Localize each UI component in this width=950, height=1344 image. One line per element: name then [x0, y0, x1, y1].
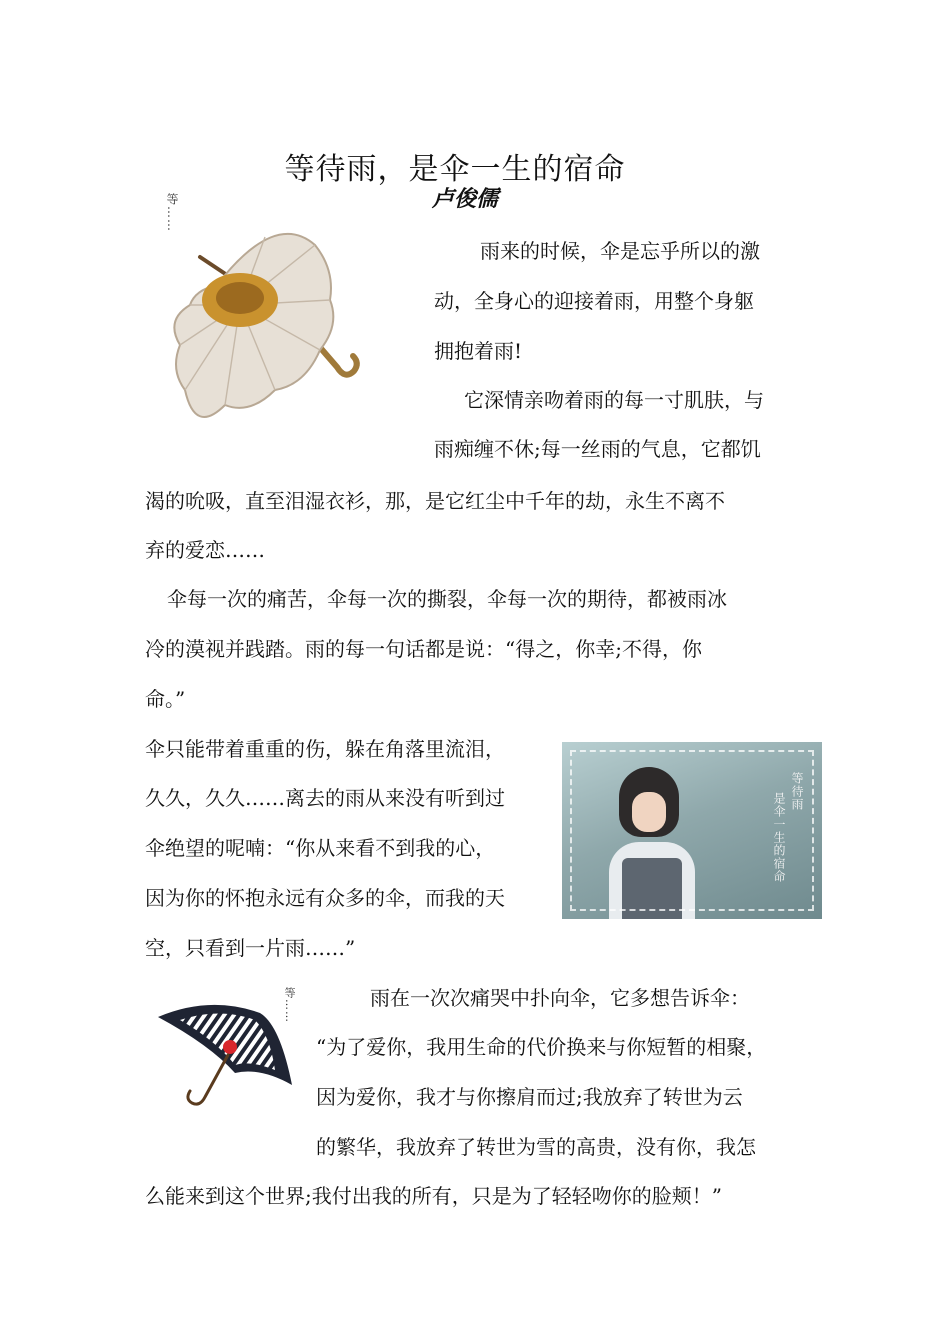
umbrella-image-caption: 等…… — [165, 193, 179, 232]
body-line-3: 拥抱着雨! — [434, 339, 523, 363]
body-line-4: 它深情亲吻着雨的每一寸肌肤，与 — [464, 388, 764, 412]
author-name: 卢俊儒 — [432, 187, 499, 212]
body-line-5: 雨痴缠不休;每一丝雨的气息，它都饥 — [434, 437, 761, 461]
body-line-13: 伞绝望的呢喃：“你从来看不到我的心， — [145, 836, 496, 860]
body-line-16: 雨在一次次痛哭中扑向伞，它多想告诉伞： — [370, 986, 750, 1010]
body-line-14: 因为你的怀抱永远有众多的伞，而我的天 — [145, 886, 505, 910]
body-line-10: 命。” — [145, 687, 186, 711]
body-line-18: 因为爱你，我才与你擦肩而过;我放弃了转世为云 — [316, 1085, 743, 1109]
body-line-15: 空，只看到一片雨……” — [145, 936, 356, 960]
body-line-1: 雨来的时候，伞是忘乎所以的激 — [480, 239, 760, 263]
photo-caption-line1: 等待雨 — [790, 772, 804, 811]
umbrella2-caption: 等…… — [283, 987, 296, 1023]
body-line-17: “为了爱你，我用生命的代价换来与你短暂的相聚， — [316, 1035, 767, 1059]
photo-caption-line2: 是伞一生的宿命 — [772, 792, 786, 883]
striped-umbrella-image — [150, 985, 310, 1115]
daisy-umbrella-image — [155, 185, 375, 445]
body-line-9: 冷的漠视并践踏。雨的每一句话都是说：“得之，你幸;不得，你 — [145, 637, 702, 661]
body-line-8: 伞每一次的痛苦，伞每一次的撕裂，伞每一次的期待，都被雨冰 — [167, 587, 727, 611]
page-title: 等待雨，是伞一生的宿命 — [284, 152, 626, 188]
body-line-19: 的繁华，我放弃了转世为雪的高贵，没有你，我怎 — [316, 1135, 756, 1159]
body-line-11: 伞只能带着重重的伤，躲在角落里流泪， — [145, 737, 505, 761]
body-line-12: 久久，久久……离去的雨从来没有听到过 — [145, 786, 505, 810]
body-line-6: 渴的吮吸，直至泪湿衣衫，那，是它红尘中千年的劫，永生不离不 — [145, 489, 725, 513]
body-line-7: 弃的爱恋…… — [145, 538, 265, 562]
body-line-20: 么能来到这个世界;我付出我的所有，只是为了轻轻吻你的脸颊！” — [145, 1184, 722, 1208]
girl-photo-image — [562, 742, 822, 919]
body-line-2: 动，全身心的迎接着雨，用整个身躯 — [434, 289, 754, 313]
photo-dashed-border — [570, 750, 814, 911]
